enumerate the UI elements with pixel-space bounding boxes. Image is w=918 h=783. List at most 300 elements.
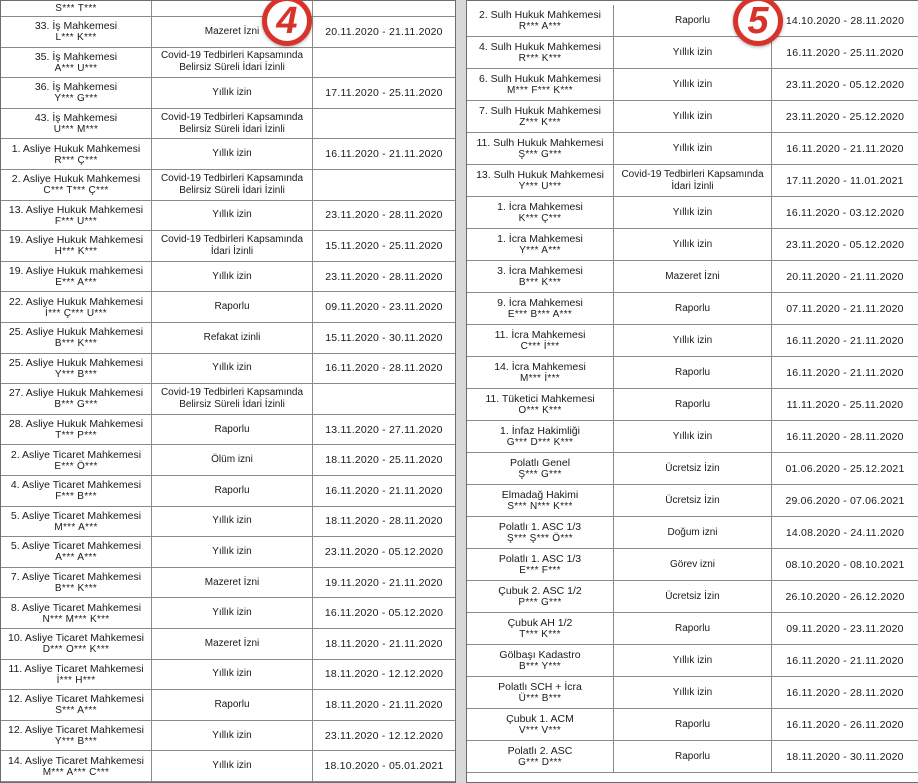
date-range: 09.11.2020 - 23.11.2020: [325, 301, 443, 314]
table-row: [467, 101, 918, 133]
date-range: 23.11.2020 - 05.12.2020: [324, 545, 444, 558]
court-name: 11. Asliye Ticaret Mahkemesi: [8, 662, 144, 675]
date-range-cell: [771, 549, 918, 580]
leave-type-cell: [151, 629, 312, 659]
date-range: 16.11.2020 - 21.11.2020: [786, 654, 904, 667]
date-range-cell: [771, 37, 918, 68]
leave-type-cell: [613, 453, 771, 484]
date-range-cell: [771, 5, 918, 36]
leave-type-cell: [613, 357, 771, 388]
court-name: 19. Asliye Hukuk mahkemesi: [8, 265, 144, 278]
date-range-cell: [771, 517, 918, 548]
leave-type: Mazeret İzni: [204, 576, 260, 588]
court-cell: [467, 677, 613, 708]
leave-type: Yıllık izin: [672, 78, 713, 90]
leave-type-cell: [613, 325, 771, 356]
court-cell: [1, 17, 151, 47]
court-name: Polatlı SCH + İcra: [498, 681, 582, 693]
leave-type-cell: [151, 415, 312, 445]
court-cell: [1, 751, 151, 781]
table-row: [1, 568, 455, 599]
table-row: [1, 629, 455, 660]
court-cell: [467, 101, 613, 132]
table-row: [1, 537, 455, 568]
leave-type: Raporlu: [674, 398, 711, 410]
table-row: [467, 741, 918, 773]
person-initials: T*** K***: [519, 629, 561, 640]
leave-type-cell: [151, 751, 312, 781]
court-cell: [1, 354, 151, 384]
date-range-cell: [312, 48, 455, 78]
leave-type-cell: [151, 660, 312, 690]
court-cell: [1, 721, 151, 751]
person-initials: S*** A***: [55, 705, 97, 717]
date-range: 01.06.2020 - 25.12.2021: [785, 462, 905, 475]
leave-type-cell: [613, 709, 771, 740]
page-number-badge-4: 4: [262, 0, 312, 46]
leave-type-cell: [613, 293, 771, 324]
leave-type: Raporlu: [674, 718, 711, 730]
court-cell: [1, 109, 151, 139]
court-cell: [1, 507, 151, 537]
table-row: [467, 645, 918, 677]
date-range-cell: [771, 69, 918, 100]
date-range: 15.11.2020 - 30.11.2020: [325, 331, 443, 344]
leave-type: Ücretsiz İzin: [665, 494, 720, 506]
date-range: 16.11.2020 - 21.11.2020: [786, 366, 904, 379]
date-range-cell: [312, 445, 455, 475]
date-range-cell: [771, 133, 918, 164]
leave-type-cell: [613, 133, 771, 164]
date-range-cell: [312, 598, 455, 628]
date-range-cell: [771, 261, 918, 292]
table-row: [1, 109, 455, 140]
court-cell: [467, 5, 613, 36]
date-range-cell: [312, 537, 455, 567]
table-row: [467, 293, 918, 325]
leave-type: Covid-19 Tedbirleri Kapsamında İdari İzinli: [621, 168, 764, 192]
date-range-cell: [312, 201, 455, 231]
person-initials: İ*** Ç*** U***: [44, 307, 107, 319]
court-name: 6. Sulh Hukuk Mahkemesi: [479, 73, 601, 85]
leave-type-cell: [613, 421, 771, 452]
court-cell: [467, 581, 613, 612]
leave-type-cell: [151, 598, 312, 628]
court-cell: [467, 741, 613, 772]
court-name: Polatlı 1. ASC 1/3: [498, 521, 582, 533]
person-initials: B*** K***: [518, 277, 562, 288]
leave-type-cell: [613, 165, 771, 196]
person-initials: R*** Ç***: [54, 154, 98, 166]
person-initials: Ş*** Ş*** Ö***: [507, 533, 573, 544]
court-cell: [1, 660, 151, 690]
leave-type: Yıllık izin: [212, 209, 252, 221]
leave-type-cell: [151, 170, 312, 200]
person-initials: M*** İ***: [520, 373, 560, 384]
court-cell: [467, 613, 613, 644]
leave-type-cell: [613, 485, 771, 516]
court-name: Gölbaşı Kadastro: [499, 649, 581, 661]
leave-type: Ücretsiz İzin: [665, 590, 720, 602]
date-range: 16.11.2020 - 21.11.2020: [325, 484, 443, 497]
leave-type: Covid-19 Tedbirleri Kapsamında Belirsiz Süreli İdari İzinli: [160, 50, 304, 74]
court-cell: [467, 325, 613, 356]
leave-type-cell: [151, 323, 312, 353]
court-name: 35. İş Mahkemesi: [34, 50, 118, 63]
person-initials: A*** A***: [55, 552, 97, 564]
table-row: [1, 721, 455, 752]
court-cell: [1, 568, 151, 598]
court-name: 1. İnfaz Hakimliği: [500, 425, 580, 437]
date-range-cell: [312, 262, 455, 292]
table-row: [467, 357, 918, 389]
table-row: [1, 48, 455, 79]
person-initials: C*** İ***: [520, 341, 560, 352]
person-initials: N*** M*** K***: [42, 613, 110, 625]
table-row: [467, 389, 918, 421]
person-initials: M*** A***: [54, 521, 98, 533]
date-range-cell: [312, 17, 455, 47]
court-name: 2. Asliye Ticaret Mahkemesi: [10, 448, 142, 461]
person-initials: Y*** G***: [54, 93, 98, 105]
person-initials: Y*** B***: [54, 736, 98, 748]
person-initials: A*** U***: [54, 62, 98, 74]
table-row: [467, 421, 918, 453]
leave-type: Raporlu: [674, 14, 711, 26]
person-initials: B*** K***: [54, 583, 98, 595]
court-cell: [467, 453, 613, 484]
date-range: 16.11.2020 - 28.11.2020: [325, 362, 443, 375]
date-range-cell: [312, 354, 455, 384]
date-range: 18.11.2020 - 28.11.2020: [325, 515, 443, 528]
table-row: [1, 507, 455, 538]
date-range-cell: [312, 78, 455, 108]
court-name: 13. Sulh Hukuk Mahkemesi: [476, 169, 604, 181]
document-page-5: [466, 0, 918, 783]
date-range: 23.11.2020 - 28.11.2020: [325, 270, 443, 283]
person-initials: M*** F*** K***: [507, 85, 573, 96]
court-cell: [467, 645, 613, 676]
date-range-cell: [771, 645, 918, 676]
leave-type-cell: [613, 229, 771, 260]
leave-type: Yıllık izin: [212, 362, 252, 374]
table-row: [1, 262, 455, 293]
court-name: Çubuk AH 1/2: [507, 617, 573, 629]
person-initials: Y*** B***: [54, 368, 98, 380]
court-cell: [1, 445, 151, 475]
person-initials: S*** T***: [55, 3, 97, 14]
date-range-cell: [312, 568, 455, 598]
person-initials: F*** U***: [54, 215, 98, 227]
court-name: 12. Asliye Ticaret Mahkemesi: [8, 724, 144, 737]
table-row: [1, 415, 455, 446]
leave-type-cell: [613, 549, 771, 580]
leave-type: Raporlu: [214, 698, 250, 710]
leave-type-cell: [151, 201, 312, 231]
date-range: 18.11.2020 - 25.11.2020: [325, 454, 443, 467]
leave-type: Mazeret İzni: [204, 637, 260, 649]
date-range-cell: [771, 357, 918, 388]
page-gap: [456, 0, 466, 783]
court-cell: [1, 690, 151, 720]
leave-type: Covid-19 Tedbirleri Kapsamında Belirsiz Süreli İdari İzinli: [160, 386, 304, 410]
person-initials: B*** Y***: [519, 661, 561, 672]
court-name: 33. İş Mahkemesi: [34, 20, 118, 33]
court-name: 2. Asliye Hukuk Mahkemesi: [11, 173, 141, 186]
date-range-cell: [312, 660, 455, 690]
court-name: 2. Sulh Hukuk Mahkemesi: [479, 9, 601, 21]
table-row: [1, 231, 455, 262]
leave-type: Mazeret İzni: [665, 270, 720, 282]
court-cell: [1, 629, 151, 659]
court-name: Polatlı 2. ASC: [507, 745, 573, 757]
table-row: [1, 292, 455, 323]
person-initials: E*** F***: [519, 565, 561, 576]
court-name: 25. Asliye Hukuk Mahkemesi: [8, 326, 144, 339]
leave-type-cell: [613, 645, 771, 676]
leave-type: Raporlu: [674, 622, 711, 634]
date-range-cell: [312, 384, 455, 414]
court-name: 28. Asliye Hukuk Mahkemesi: [8, 418, 144, 431]
person-initials: P*** G***: [518, 597, 562, 608]
leave-type-cell: [151, 48, 312, 78]
leave-type: Yıllık izin: [672, 430, 713, 442]
table-row: [1, 598, 455, 629]
person-initials: Ş*** G***: [518, 149, 562, 160]
leave-type: Raporlu: [674, 302, 711, 314]
leave-type: Yıllık izin: [672, 686, 713, 698]
leave-type: Ölüm izni: [211, 454, 253, 466]
person-initials: M*** A*** C***: [42, 766, 110, 778]
person-initials: Ş*** G***: [518, 469, 562, 480]
leave-type: Raporlu: [674, 750, 711, 762]
court-cell: [467, 389, 613, 420]
date-range-cell: [771, 677, 918, 708]
page-number-badge-5: 5: [733, 0, 783, 46]
leave-type: Yıllık izin: [672, 142, 713, 154]
court-name: 11. Sulh Hukuk Mahkemesi: [476, 137, 604, 149]
date-range-cell: [312, 721, 455, 751]
table-row: [467, 133, 918, 165]
date-range: 16.11.2020 - 21.11.2020: [786, 142, 904, 155]
date-range: 23.11.2020 - 12.12.2020: [324, 729, 444, 742]
date-range-cell: [771, 325, 918, 356]
leave-type-cell: [151, 384, 312, 414]
leave-type: Yıllık izin: [212, 515, 252, 527]
date-range-cell: [771, 581, 918, 612]
person-initials: E*** A***: [55, 277, 97, 289]
person-initials: G*** D***: [518, 757, 562, 768]
date-range-cell: [312, 323, 455, 353]
person-initials: H*** K***: [54, 246, 98, 258]
leave-type: Covid-19 Tedbirleri Kapsamında Belirsiz Süreli İdari İzinli: [160, 172, 304, 196]
table-row: [467, 37, 918, 69]
court-name: 14. İcra Mahkemesi: [494, 361, 586, 373]
leave-type-cell: [151, 139, 312, 169]
court-cell: [467, 133, 613, 164]
court-cell: [467, 709, 613, 740]
table-row: [1, 751, 455, 782]
leave-type: Raporlu: [214, 423, 250, 435]
leave-type-cell: [151, 476, 312, 506]
date-range: 18.10.2020 - 05.01.2021: [324, 760, 444, 773]
court-name: 4. Sulh Hukuk Mahkemesi: [479, 41, 601, 53]
date-range-cell: [771, 421, 918, 452]
date-range: 08.10.2020 - 08.10.2021: [785, 558, 905, 571]
leave-type: Raporlu: [214, 301, 250, 313]
person-initials: V*** V***: [518, 725, 562, 736]
court-name: 5. Asliye Ticaret Mahkemesi: [10, 540, 142, 553]
table-row: [467, 517, 918, 549]
leave-type-cell: [613, 101, 771, 132]
table-row-partial: [1, 1, 455, 17]
date-range: 23.11.2020 - 05.12.2020: [785, 78, 905, 91]
table-row: [1, 445, 455, 476]
date-range: 15.11.2020 - 25.11.2020: [325, 239, 443, 252]
date-range-cell: [771, 229, 918, 260]
leave-type-cell: [151, 354, 312, 384]
leave-type-cell: [613, 197, 771, 228]
court-cell: [467, 549, 613, 580]
court-cell: [467, 37, 613, 68]
court-cell: [467, 165, 613, 196]
table-row: [467, 581, 918, 613]
leave-type: Raporlu: [674, 366, 711, 378]
leave-type: Yıllık izin: [212, 148, 252, 160]
court-cell: [1, 598, 151, 628]
date-range: 18.11.2020 - 30.11.2020: [786, 750, 904, 763]
court-name: 3. İcra Mahkemesi: [497, 265, 583, 277]
person-initials: İ*** H***: [56, 674, 96, 686]
date-range-cell: [771, 709, 918, 740]
leave-type-cell: [151, 262, 312, 292]
court-name: Polatlı Genel: [509, 457, 571, 469]
court-cell: [467, 293, 613, 324]
leave-type: Yıllık izin: [212, 545, 252, 557]
date-range: 23.11.2020 - 05.12.2020: [785, 238, 905, 251]
date-range: 16.11.2020 - 28.11.2020: [786, 430, 904, 443]
date-range: 20.11.2020 - 21.11.2020: [325, 25, 443, 38]
court-name: 8. Asliye Ticaret Mahkemesi: [10, 601, 142, 614]
table-row: [467, 709, 918, 741]
leave-type-cell: [613, 517, 771, 548]
date-range: 07.11.2020 - 21.11.2020: [786, 302, 904, 315]
leave-type: Yıllık izin: [212, 760, 252, 772]
court-cell: [1, 323, 151, 353]
court-cell: [467, 69, 613, 100]
leave-type-cell: [151, 537, 312, 567]
table-row: [467, 5, 918, 37]
date-range-cell: [312, 231, 455, 261]
table-row: [467, 485, 918, 517]
court-cell: [467, 261, 613, 292]
court-name: 4. Asliye Ticaret Mahkemesi: [10, 479, 142, 492]
person-initials: Z*** K***: [519, 117, 561, 128]
date-range-cell: [771, 197, 918, 228]
leave-type-cell: [613, 261, 771, 292]
court-name: 1. Asliye Hukuk Mahkemesi: [11, 142, 141, 155]
person-initials: T*** P***: [55, 430, 97, 442]
date-range-cell: [771, 613, 918, 644]
court-name: Polatlı 1. ASC 1/3: [498, 553, 582, 565]
leave-type: Yıllık izin: [212, 270, 252, 282]
date-range: 16.11.2020 - 05.12.2020: [324, 607, 444, 620]
table-row: [467, 197, 918, 229]
table-row: [1, 354, 455, 385]
date-range: 16.11.2020 - 21.11.2020: [786, 334, 904, 347]
leave-type: Yıllık izin: [672, 334, 713, 346]
date-range: 19.11.2020 - 21.11.2020: [325, 576, 443, 589]
table-row: [1, 139, 455, 170]
court-name: 27. Asliye Hukuk Mahkemesi: [8, 387, 144, 400]
court-cell: [467, 229, 613, 260]
leave-type-cell: [151, 231, 312, 261]
date-range: 13.11.2020 - 27.11.2020: [325, 423, 443, 436]
leave-type-cell: [613, 69, 771, 100]
date-range-cell: [771, 485, 918, 516]
date-range: 16.11.2020 - 21.11.2020: [325, 148, 443, 161]
court-cell: [467, 485, 613, 516]
leave-type-cell: [613, 389, 771, 420]
person-initials: D*** O*** K***: [42, 644, 110, 656]
court-name: 25. Asliye Hukuk Mahkemesi: [8, 356, 144, 369]
date-range-cell: [771, 293, 918, 324]
table-row: [467, 229, 918, 261]
table-row: [467, 613, 918, 645]
court-cell: [1, 537, 151, 567]
date-range: 16.11.2020 - 03.12.2020: [785, 206, 905, 219]
court-name: 36. İş Mahkemesi: [34, 81, 118, 94]
court-name: 12. Asliye Ticaret Mahkemesi: [8, 693, 144, 706]
leave-type-cell: [613, 613, 771, 644]
leave-type-cell: [613, 581, 771, 612]
date-range: 23.11.2020 - 28.11.2020: [325, 209, 443, 222]
date-range: 09.11.2020 - 23.11.2020: [786, 622, 904, 635]
table-row: [467, 261, 918, 293]
leave-type: Yıllık izin: [672, 46, 713, 58]
court-name: 1. İcra Mahkemesi: [497, 233, 583, 245]
date-range-cell: [312, 292, 455, 322]
leave-type: Yıllık izin: [672, 206, 713, 218]
court-name: 9. İcra Mahkemesi: [497, 297, 583, 309]
court-name: Çubuk 1. ACM: [506, 713, 574, 725]
person-initials: B*** K***: [54, 338, 98, 350]
table-row: [467, 325, 918, 357]
court-name: 11. İcra Mahkemesi: [494, 329, 586, 341]
person-initials: R*** A***: [518, 21, 562, 32]
person-initials: S*** N*** K***: [507, 501, 573, 512]
date-range: 11.11.2020 - 25.11.2020: [786, 398, 904, 411]
date-range-cell: [771, 101, 918, 132]
court-name: 22. Asliye Hukuk Mahkemesi: [8, 295, 144, 308]
court-cell: [467, 421, 613, 452]
date-range-cell: [312, 629, 455, 659]
leave-type: Yıllık izin: [212, 668, 252, 680]
leave-type: Ücretsiz İzin: [665, 462, 720, 474]
leave-type: Doğum izni: [667, 526, 718, 538]
court-name: 1. İcra Mahkemesi: [497, 201, 583, 213]
date-range-cell: [312, 507, 455, 537]
person-initials: R*** K***: [518, 53, 562, 64]
court-cell: [467, 517, 613, 548]
leave-type-cell: [151, 292, 312, 322]
date-range-cell: [312, 109, 455, 139]
table-row: [1, 476, 455, 507]
date-range-cell: [771, 165, 918, 196]
court-cell: [467, 197, 613, 228]
date-range-cell: [312, 139, 455, 169]
leave-type: Raporlu: [214, 484, 250, 496]
